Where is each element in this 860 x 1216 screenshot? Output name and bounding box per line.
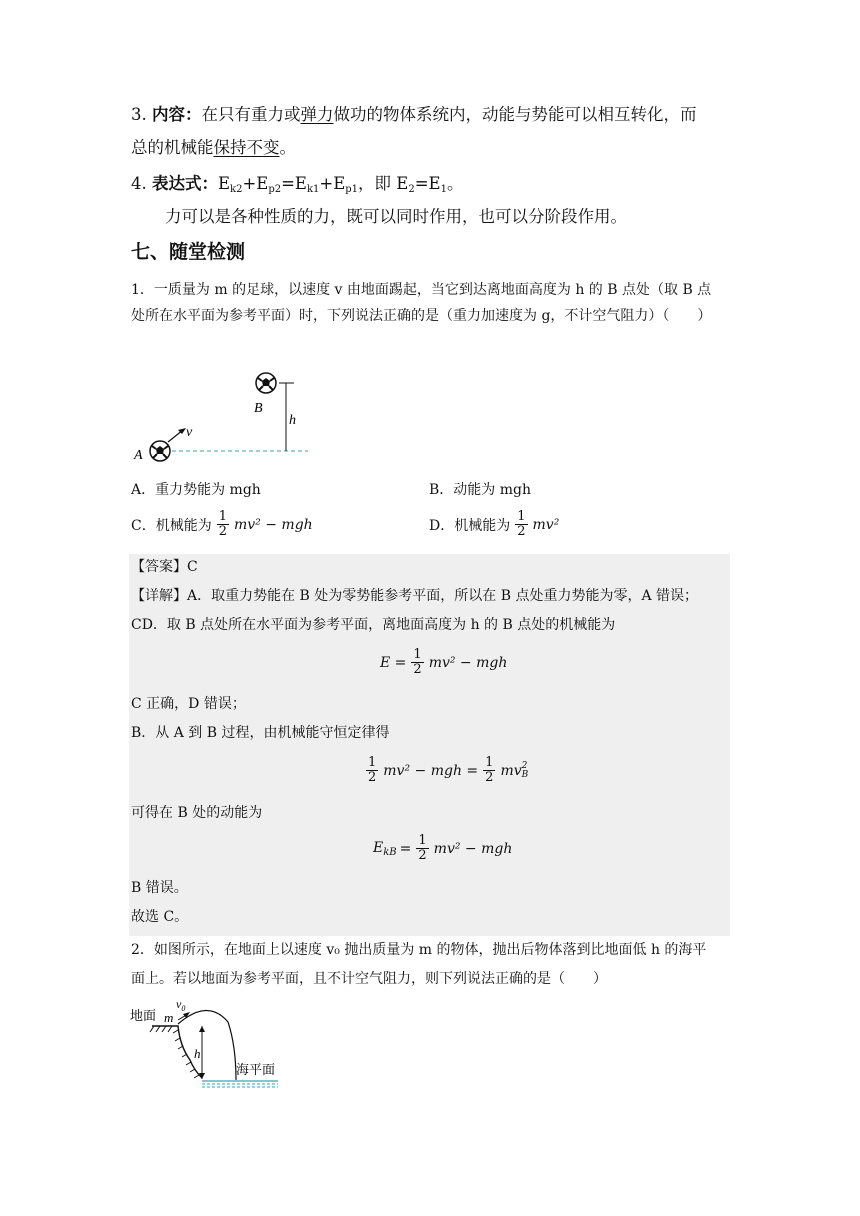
football-figure	[128, 362, 318, 472]
equation-3	[373, 834, 512, 863]
cliff-figure	[128, 996, 288, 1092]
content-line-2	[131, 137, 296, 159]
text: E	[218, 174, 231, 193]
option-c-label: C．机械能为	[131, 517, 212, 534]
text: 。	[446, 174, 464, 193]
fraction	[366, 756, 378, 785]
equation-2	[364, 756, 528, 785]
detail-line-4: B．从 A 到 B 过程，由机械能守恒定律得	[131, 725, 390, 741]
fraction	[411, 648, 423, 677]
subscript: k1	[306, 184, 320, 195]
underlined-text: 弹力	[300, 105, 334, 124]
text: +E	[319, 174, 346, 193]
subscript: 2	[408, 184, 415, 195]
denominator: 2	[485, 770, 494, 785]
text: =E	[281, 174, 307, 193]
numerator: 1	[368, 755, 377, 770]
item-number: 4.	[131, 174, 147, 193]
fraction	[416, 834, 428, 863]
text: 总的机械能	[131, 138, 214, 157]
arrow-up-icon	[199, 1026, 205, 1032]
subscript: p1	[345, 184, 359, 195]
text: +E	[242, 174, 269, 193]
question-1-line-1: 1．一质量为 m 的足球，以速度 v 由地面踢起，当它到达离地面高度为 h 的 B 点处（取 B 点	[131, 282, 712, 298]
subscript: kB	[383, 846, 397, 858]
label-h: h	[194, 1046, 201, 1061]
subscript: B	[521, 769, 529, 780]
option-b: B．动能为 mgh	[429, 482, 531, 498]
detail-line-1: 【详解】A．取重力势能在 B 处为零势能参考平面，所以在 B 点处重力势能为零，A 错误；	[131, 588, 699, 604]
detail-line-2: CD．取 B 点处所在水平面为参考平面，离地面高度为 h 的 B 点处的机械能为	[131, 617, 616, 633]
v0-base: v	[176, 997, 182, 1011]
fraction	[217, 510, 229, 539]
item-label: 内容：	[152, 105, 202, 124]
eq-right-base: mv	[500, 762, 522, 779]
label-b: B	[254, 401, 263, 416]
numerator: 1	[517, 509, 526, 524]
option-c-expr: mv² − mgh	[234, 516, 313, 533]
text: 。	[279, 138, 296, 157]
detail-line-5: 可得在 B 处的动能为	[131, 805, 263, 821]
detail-line-3: C 正确，D 错误；	[131, 696, 246, 712]
subscript: k2	[230, 184, 243, 195]
fraction	[515, 510, 527, 539]
option-d-expr: mv²	[532, 516, 560, 533]
eq-right	[500, 762, 528, 780]
label-ground: 地面	[130, 1009, 157, 1024]
detail-line-7: 故选 C。	[131, 909, 189, 925]
equals: =	[399, 840, 412, 857]
text: =E	[414, 174, 441, 193]
option-c	[131, 510, 313, 539]
option-d	[429, 510, 559, 539]
numerator: 1	[413, 647, 422, 662]
cliff-hatching	[150, 1026, 199, 1078]
denominator: 2	[368, 770, 377, 785]
eq-right: mv² − mgh	[428, 654, 508, 671]
equation-1	[380, 648, 507, 677]
label-h: h	[289, 413, 296, 428]
numerator: 1	[418, 833, 427, 848]
item-number: 3.	[131, 105, 147, 124]
eq-left-base: E	[373, 839, 384, 856]
label-a: A	[134, 448, 143, 463]
text: ，即 E	[358, 174, 409, 193]
eq-right: mv² − mgh	[433, 840, 513, 857]
numerator: 1	[485, 755, 494, 770]
label-m: m	[164, 1010, 174, 1025]
expression-line	[131, 173, 463, 201]
denominator: 2	[418, 848, 427, 863]
ball-b-icon	[256, 373, 276, 393]
sub-sup	[522, 762, 529, 780]
detail-line-6: B 错误。	[131, 880, 188, 896]
label-sea: 海平面	[236, 1063, 276, 1078]
question-1-line-2: 处所在水平面为参考平面）时，下列说法正确的是（重力加速度为 g，不计空气阻力）（ ）	[131, 308, 712, 324]
answer-line: 【答案】C	[131, 559, 198, 575]
denominator: 2	[517, 524, 526, 539]
v0-sub: 0	[181, 1004, 186, 1013]
denominator: 2	[413, 662, 422, 677]
label-v: v	[186, 425, 193, 440]
trajectory	[178, 1010, 236, 1080]
label-v0	[176, 997, 185, 1013]
item-label: 表达式：	[152, 174, 218, 193]
fraction	[483, 756, 495, 785]
note-line: 力可以是各种性质的力，既可以同时作用，也可以分阶段作用。	[165, 207, 627, 226]
underlined-text: 保持不变	[213, 138, 280, 157]
denominator: 2	[218, 524, 227, 539]
question-2-line-1: 2．如图所示，在地面上以速度 v₀ 抛出质量为 m 的物体，抛出后物体落到比地面低 h 的海平	[131, 942, 707, 958]
eq-left: mv² − mgh =	[383, 762, 479, 779]
eq-left	[373, 840, 397, 858]
section-heading: 七、随堂检测	[131, 241, 246, 263]
subscript: 1	[440, 184, 447, 195]
option-d-label: D．机械能为	[429, 517, 511, 534]
ball-a-icon	[150, 441, 170, 461]
numerator: 1	[218, 509, 227, 524]
question-2-line-2: 面上。若以地面为参考平面，且不计空气阻力，则下列说法正确的是（ ）	[131, 971, 607, 987]
option-a: A．重力势能为 mgh	[131, 482, 261, 498]
superscript: 2	[521, 760, 528, 771]
eq-left: E =	[380, 654, 407, 671]
subscript: p2	[268, 184, 282, 195]
text: 在只有重力或	[201, 105, 301, 124]
answer-box	[129, 554, 730, 936]
text: 做功的物体系统内，动能与势能可以相互转化，而	[333, 105, 697, 124]
content-line-1	[131, 104, 697, 126]
